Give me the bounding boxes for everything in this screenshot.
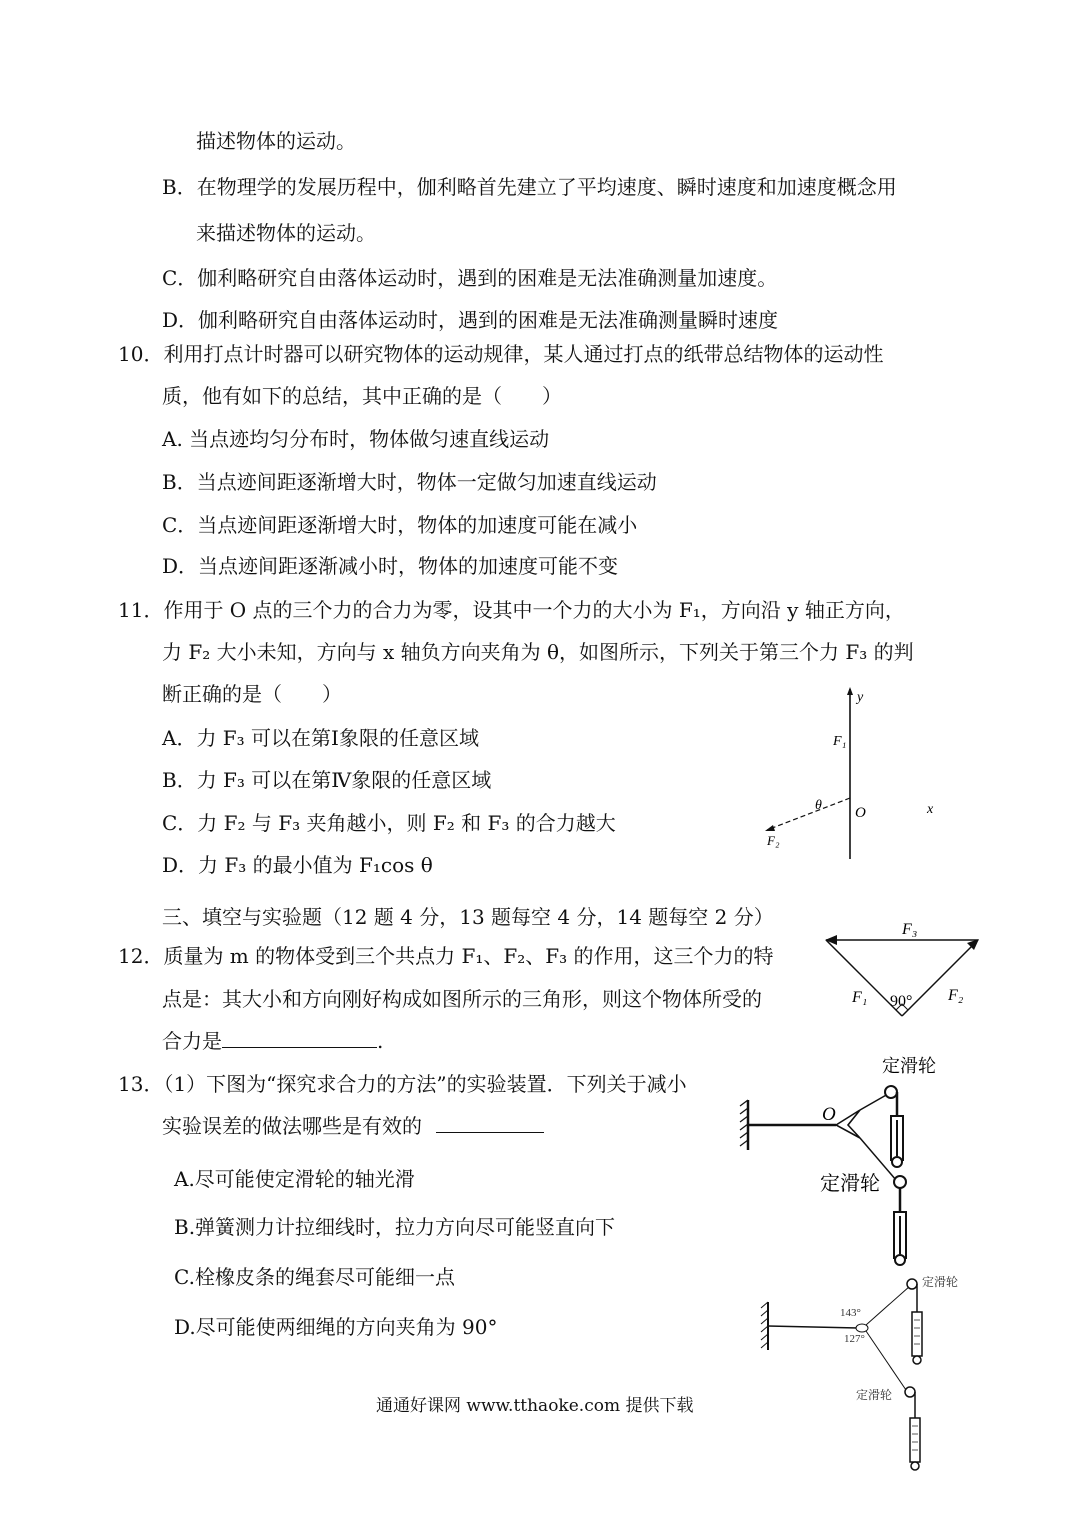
q11-option-d: D．力 F₃ 的最小值为 F₁cos θ <box>162 853 433 877</box>
q10-stem: 10．利用打点计时器可以研究物体的运动规律，某人通过打点的纸带总结物体的运动性 <box>118 342 884 366</box>
q13-stem-cont <box>162 1113 544 1139</box>
q10-stem-cont: 质，他有如下的总结，其中正确的是（ ） <box>162 384 562 408</box>
q12-triangle-diagram <box>822 918 984 1023</box>
q13-stem: 13．（1）下图为“探究求合力的方法”的实验装置．下列关于减小 <box>118 1072 687 1096</box>
f2-label: F₂ <box>948 987 964 1004</box>
q9-option-d: D．伽利略研究自由落体运动时，遇到的困难是无法准确测量瞬时速度 <box>162 308 779 332</box>
q12-suffix: . <box>377 1029 384 1053</box>
q9-option-b-cont: 来描述物体的运动。 <box>196 221 376 245</box>
q10-option-b: B．当点迹间距逐渐增大时，物体一定做匀加速直线运动 <box>162 470 657 494</box>
q11-stem-end: 断正确的是（ ） <box>162 682 342 706</box>
q10-option-c: C．当点迹间距逐渐增大时，物体的加速度可能在减小 <box>162 513 638 537</box>
f2-label: F₂ <box>767 833 780 848</box>
q12-stem: 12．质量为 m 的物体受到三个共点力 F₁、F₂、F₃ 的作用，这三个力的特 <box>118 944 774 968</box>
q9-option-c: C．伽利略研究自由落体运动时，遇到的困难是无法准确测量加速度。 <box>162 266 778 290</box>
section3-heading: 三、填空与实验题（12 题 4 分，13 题每空 4 分，14 题每空 2 分） <box>162 905 774 929</box>
q13-stem-text: 实验误差的做法哪些是有效的 <box>162 1114 422 1138</box>
q12-answer-blank[interactable] <box>222 1029 377 1048</box>
q13-option-a: A.尽可能使定滑轮的轴光滑 <box>174 1167 415 1191</box>
q9-option-a-tail: 描述物体的运动。 <box>196 129 356 153</box>
y-axis-label: y <box>857 690 864 705</box>
q13-apparatus-diagram-small <box>760 1272 975 1482</box>
angle-143-label: 143° <box>840 1307 861 1319</box>
theta-label: θ <box>815 798 822 813</box>
q13-answer-blank[interactable] <box>436 1114 544 1133</box>
q11-option-b: B．力 F₃ 可以在第Ⅳ象限的任意区域 <box>162 768 492 792</box>
q11-option-c: C．力 F₂ 与 F₃ 夹角越小，则 F₂ 和 F₃ 的合力越大 <box>162 811 616 835</box>
q10-option-d: D．当点迹间距逐渐减小时，物体的加速度可能不变 <box>162 554 619 578</box>
q10-option-a: A. 当点迹均匀分布时，物体做匀速直线运动 <box>162 427 550 451</box>
f3-label: F₃ <box>902 921 918 938</box>
pulley-bottom-label: 定滑轮 <box>856 1388 893 1402</box>
q12-prefix: 合力是 <box>162 1029 222 1053</box>
q11-force-diagram <box>755 685 955 865</box>
angle-127-label: 127° <box>844 1333 865 1345</box>
right-angle-label: 90° <box>890 993 913 1010</box>
q13-option-b: B.弹簧测力计拉细线时，拉力方向尽可能竖直向下 <box>174 1215 616 1239</box>
f1-label: F₁ <box>852 989 868 1006</box>
q11-option-a: A．力 F₃ 可以在第Ⅰ象限的任意区域 <box>162 726 479 750</box>
pulley-top-label: 定滑轮 <box>922 1275 959 1289</box>
q13-apparatus-diagram <box>738 1050 958 1275</box>
footer-credit: 通通好课网 www.tthaoke.com 提供下载 <box>376 1396 694 1416</box>
q12-stem-end <box>162 1028 383 1054</box>
origin-label: O <box>822 1104 836 1125</box>
q9-option-b: B．在物理学的发展历程中，伽利略首先建立了平均速度、瞬时速度和加速度概念用 <box>162 175 897 199</box>
pulley-bottom-label: 定滑轮 <box>820 1173 880 1195</box>
f1-label: F₁ <box>833 734 847 749</box>
q13-option-d: D.尽可能使两细绳的方向夹角为 90° <box>174 1315 498 1339</box>
q11-stem: 11．作用于 O 点的三个力的合力为零，设其中一个力的大小为 F₁，方向沿 y 轴正方向， <box>118 598 905 622</box>
q12-stem-cont: 点是：其大小和方向刚好构成如图所示的三角形，则这个物体所受的 <box>162 987 762 1011</box>
q13-option-c: C.栓橡皮条的绳套尽可能细一点 <box>174 1265 455 1289</box>
q11-stem-cont: 力 F₂ 大小未知，方向与 x 轴负方向夹角为 θ，如图所示，下列关于第三个力 F₃ 的判 <box>162 640 914 664</box>
origin-label: O <box>855 805 866 821</box>
x-axis-label: x <box>927 802 934 817</box>
pulley-top-label: 定滑轮 <box>882 1056 936 1076</box>
